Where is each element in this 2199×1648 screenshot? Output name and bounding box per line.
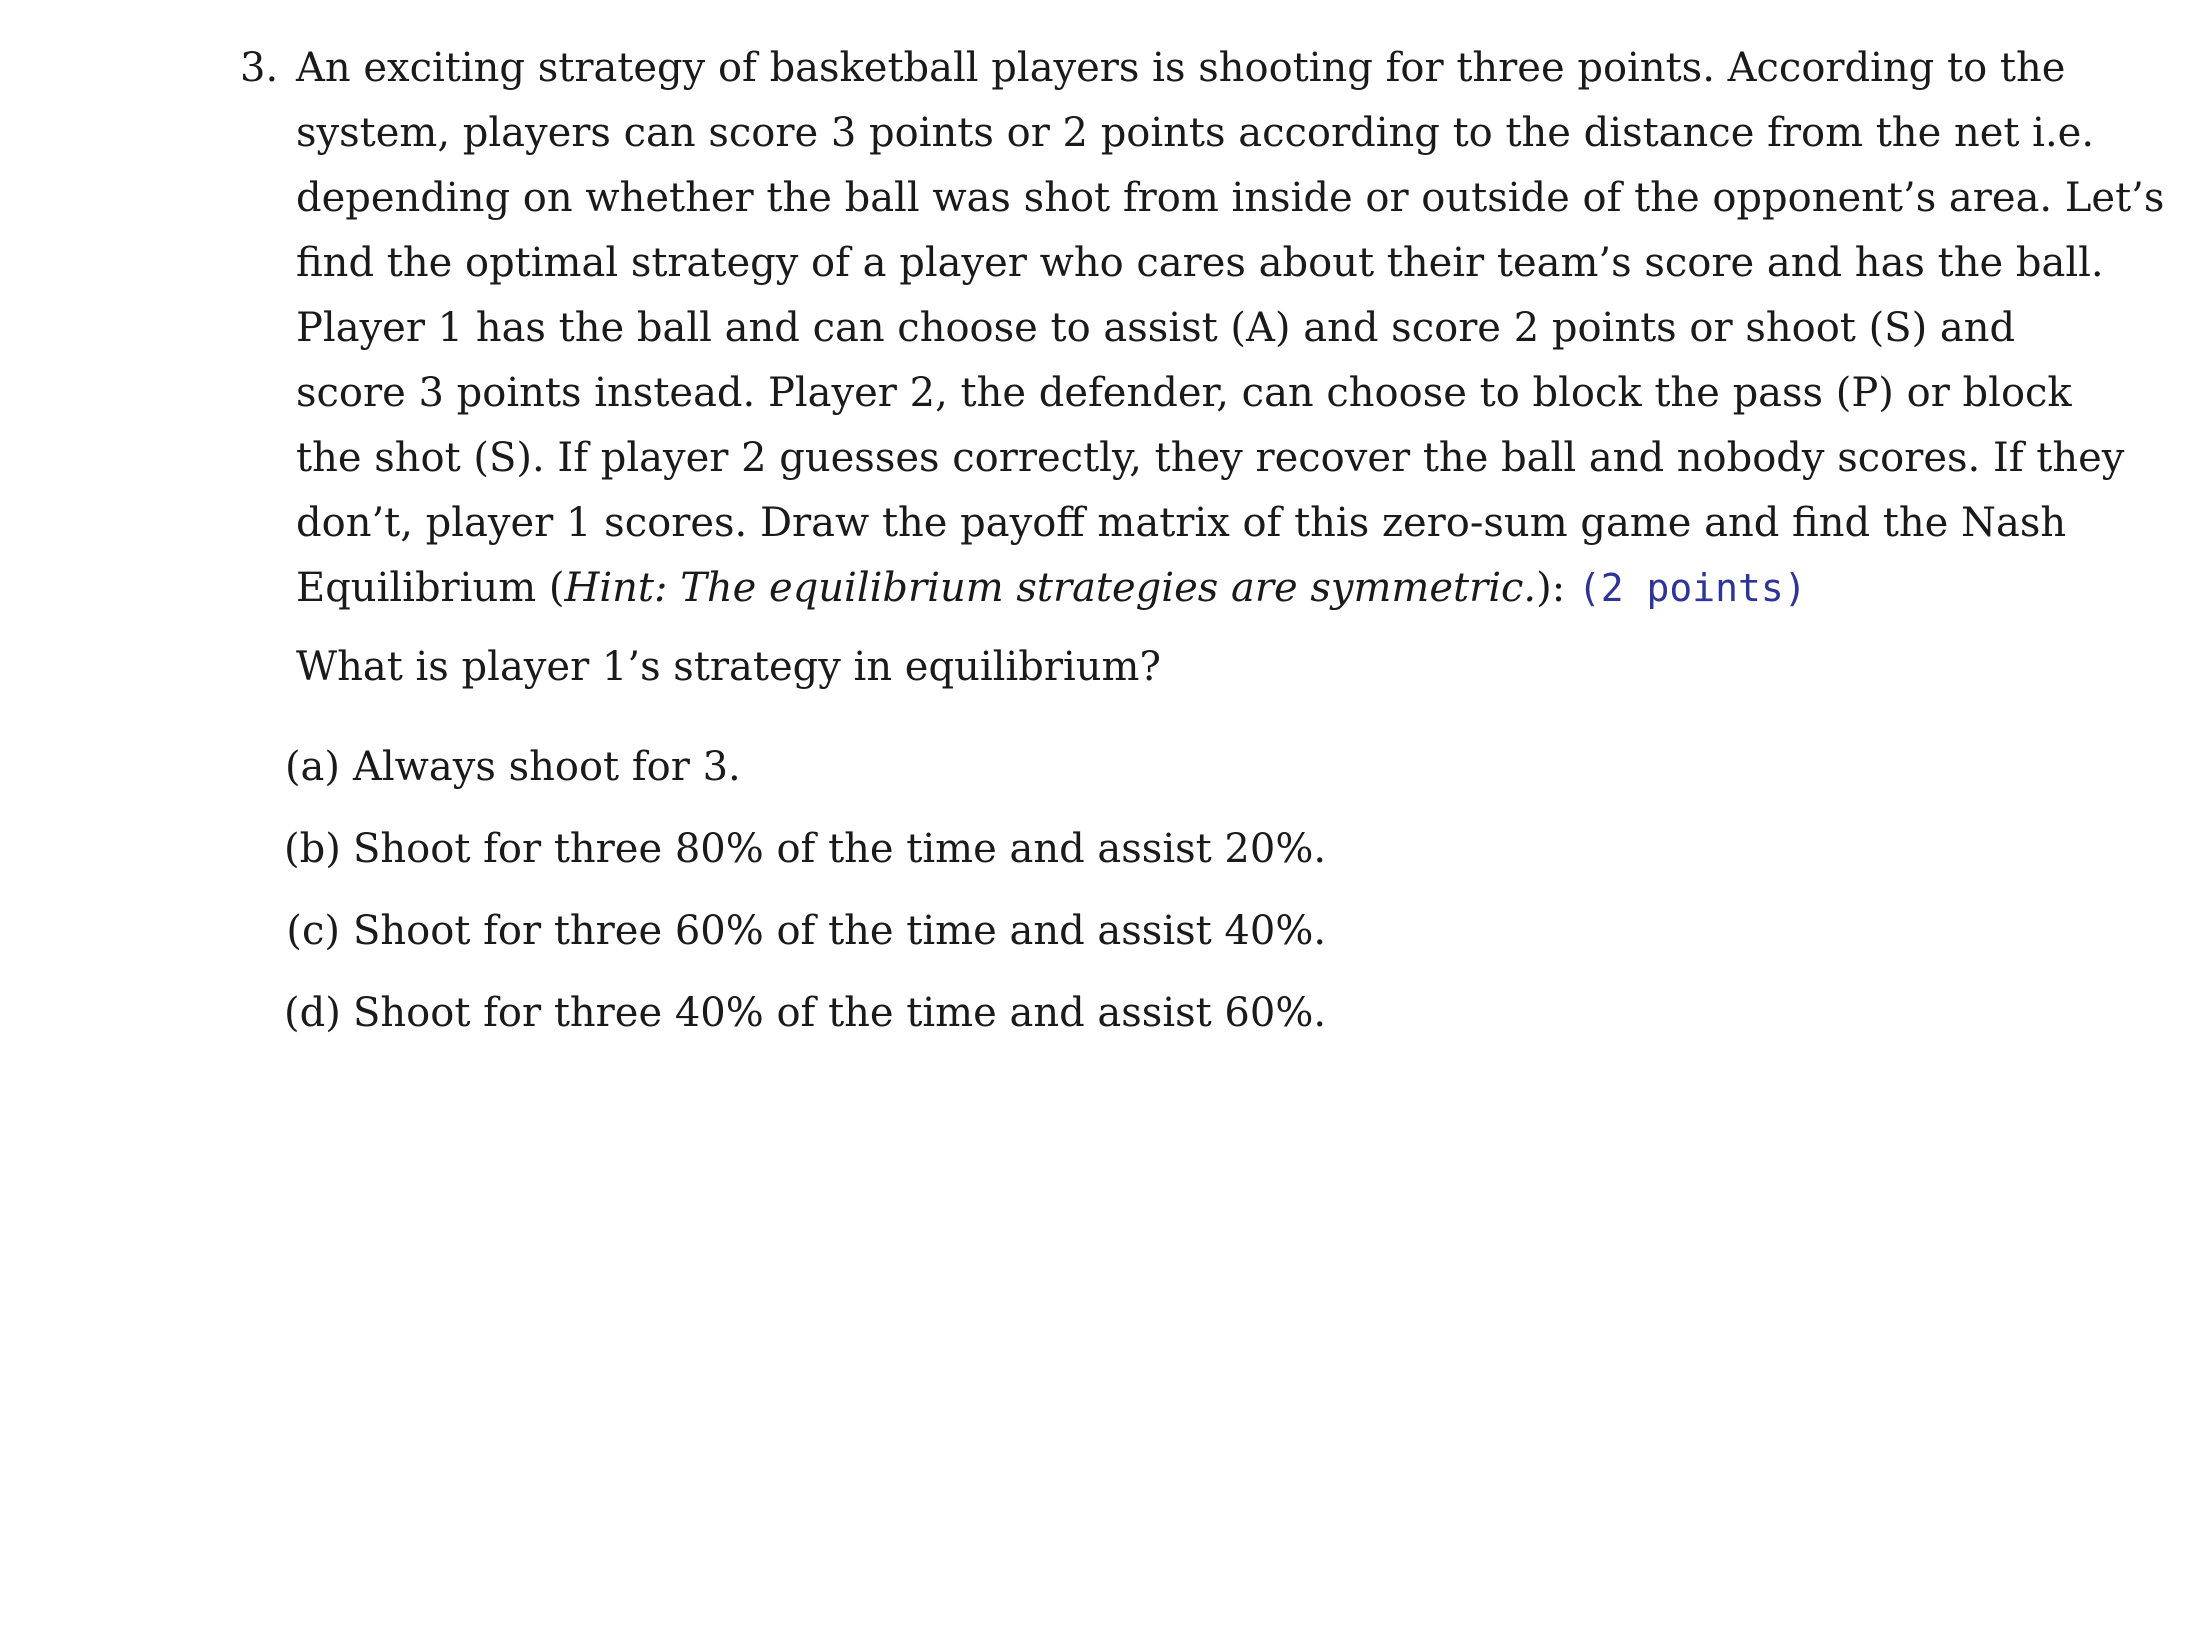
question-number: 3. (240, 45, 279, 91)
hint-text: Hint: The equilibrium strategies are symmetric. (564, 565, 1537, 611)
option-text: Always shoot for 3. (353, 744, 741, 790)
option-label: (d) (284, 990, 341, 1036)
option-c[interactable] (284, 890, 1684, 972)
question-line: the shot (S). If player 2 guesses correctly, they recover the ball and nobody scores. If they (296, 435, 2125, 481)
option-a[interactable] (284, 726, 1684, 808)
option-text: Shoot for three 40% of the time and assist 60%. (353, 990, 1327, 1036)
question-line: find the optimal strategy of a player who cares about their team’s score and has the ball. (296, 240, 2104, 286)
question-last-line (296, 556, 1996, 621)
last-line-prefix: Equilibrium ( (296, 565, 565, 611)
question-line: system, players can score 3 points or 2 points according to the distance from the net i.e. (296, 110, 2095, 156)
option-d[interactable] (284, 972, 1684, 1054)
option-label: (b) (284, 826, 341, 872)
question-text (296, 36, 2165, 621)
question-line: Player 1 has the ball and can choose to assist (A) and score 2 points or shoot (S) and (296, 305, 2016, 351)
last-line-suffix: ): (1536, 565, 1578, 611)
question-line: depending on whether the ball was shot from inside or outside of the opponent’s area. Let’s (296, 175, 2165, 221)
question-line: score 3 points instead. Player 2, the defender, can choose to block the pass (P) or block (296, 370, 2072, 416)
option-b[interactable] (284, 808, 1684, 890)
option-text: Shoot for three 80% of the time and assist 20%. (353, 826, 1327, 872)
question-prompt: What is player 1’s strategy in equilibrium? (296, 644, 1161, 690)
points-label: (2 points) (1577, 566, 1807, 610)
question-line: don’t, player 1 scores. Draw the payoff matrix of this zero-sum game and find the Nash (296, 500, 2067, 546)
answer-options (284, 726, 1684, 1054)
option-label: (c) (286, 908, 340, 954)
option-text: Shoot for three 60% of the time and assist 40%. (353, 908, 1327, 954)
option-label: (a) (284, 744, 340, 790)
question-line: An exciting strategy of basketball players is shooting for three points. According to the (296, 45, 2066, 91)
